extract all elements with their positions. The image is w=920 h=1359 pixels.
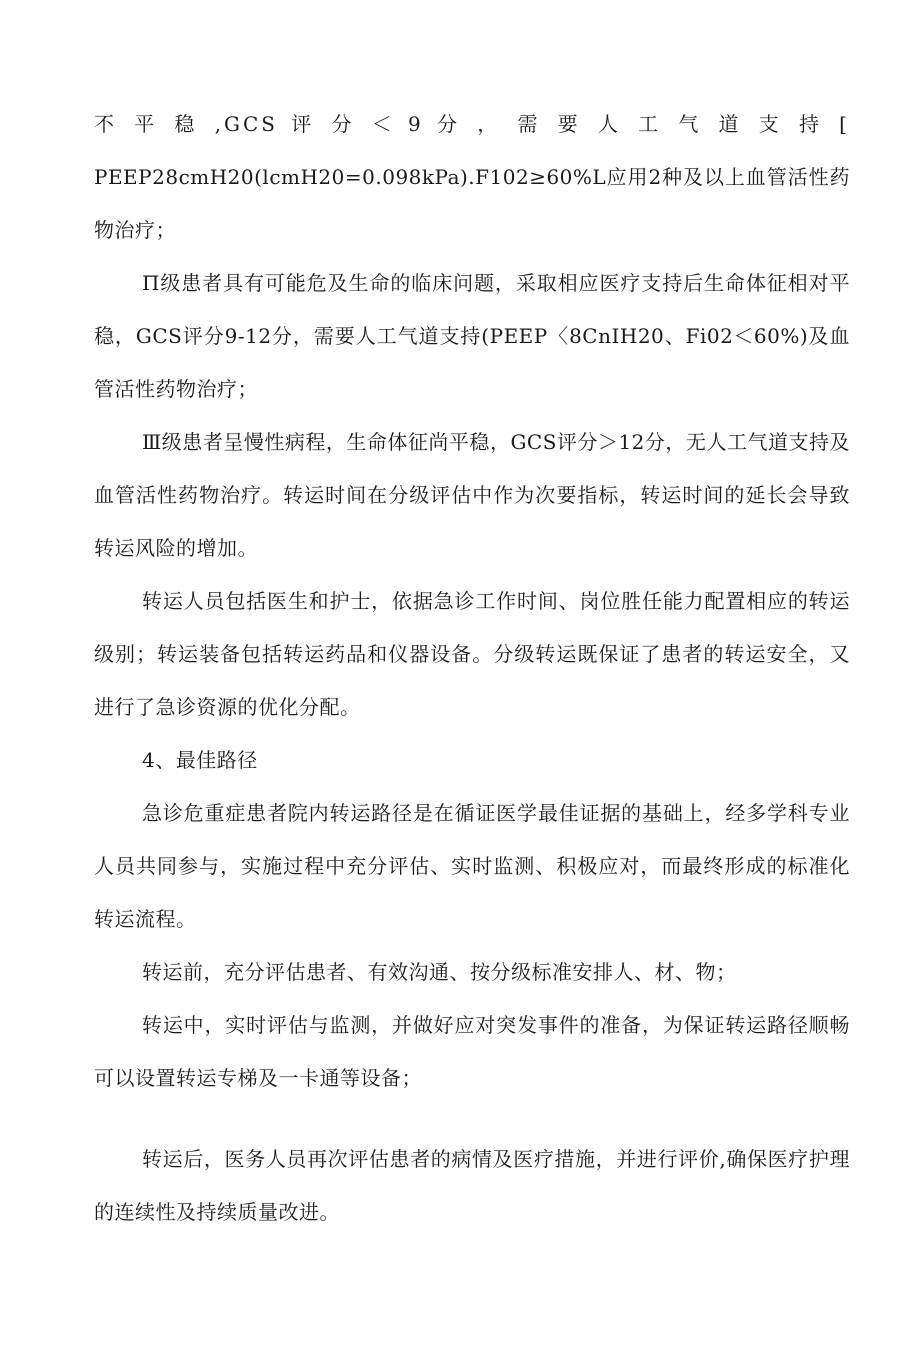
paragraph-level-3-criteria: Ⅲ级患者呈慢性病程，生命体征尚平稳，GCS评分＞12分，无人工气道支持及血管活性药物治疗。转运时间在分级评估中作为次要指标，转运时间的延长会导致转运风险的增加。 bbox=[94, 430, 850, 560]
paragraph-continuation: PEEP28cmH20(lcmH20=0.098kPa).F102≥60%L应用2种及以上血管活性药物治疗； bbox=[94, 165, 850, 242]
paragraph-during-transfer: 转运中，实时评估与监测，并做好应对突发事件的准备，为保证转运路径顺畅可以设置转运专梯及一卡通等设备； bbox=[94, 1013, 850, 1090]
document-page bbox=[94, 98, 850, 1239]
paragraph-first-line: 不 平 稳 ,GCS 评 分 ＜ 9 分 ， 需 要 人 工 气 道 支 持 [ bbox=[94, 112, 850, 136]
paragraph-before-transfer: 转运前，充分评估患者、有效沟通、按分级标准安排人、材、物； bbox=[142, 960, 737, 984]
section-heading: 4、最佳路径 bbox=[142, 748, 258, 772]
paragraph-after-transfer: 转运后，医务人员再次评估患者的病情及医疗措施，并进行评价,确保医疗护理的连续性及持续质量改进。 bbox=[94, 1147, 850, 1224]
paragraph-level-2-criteria: Π级患者具有可能危及生命的临床问题，采取相应医疗支持后生命体征相对平稳，GCS评分9-12分，需要人工气道支持(PEEP〈8CnIH20、Fi02＜60%)及血管活性药物治疗； bbox=[94, 271, 850, 401]
paragraph-best-path-intro: 急诊危重症患者院内转运路径是在循证医学最佳证据的基础上，经多学科专业人员共同参与，实施过程中充分评估、实时监测、积极应对，而最终形成的标准化转运流程。 bbox=[94, 801, 850, 931]
paragraph-staff-equipment: 转运人员包括医生和护士，依据急诊工作时间、岗位胜任能力配置相应的转运级别；转运装备包括转运药品和仪器设备。分级转运既保证了患者的转运安全，又进行了急诊资源的优化分配。 bbox=[94, 589, 850, 719]
paragraph-level-1-criteria bbox=[94, 98, 850, 257]
